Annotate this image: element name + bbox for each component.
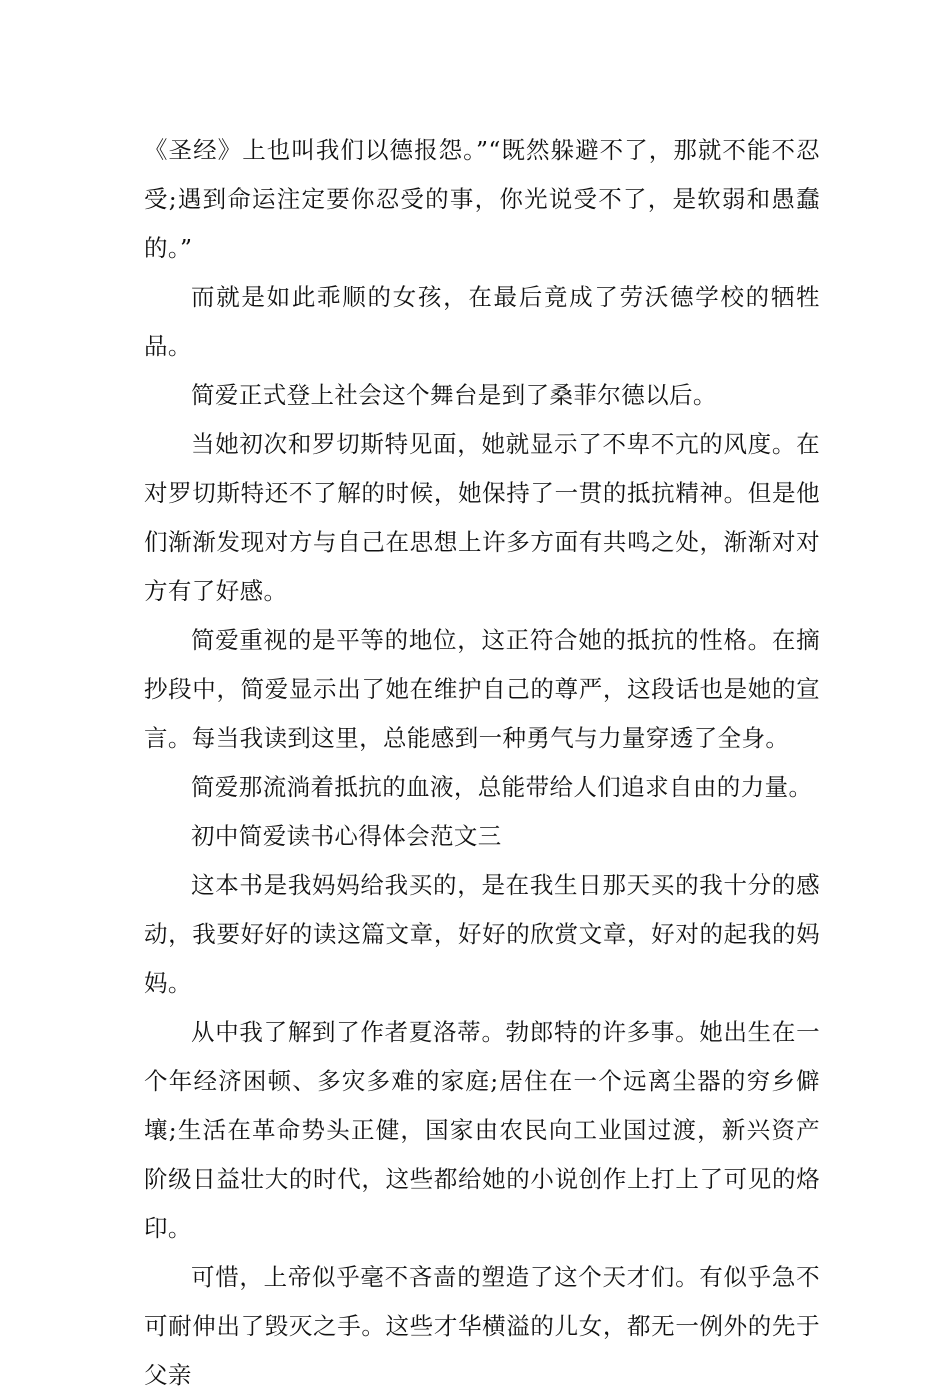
paragraph-7: 这本书是我妈妈给我买的，是在我生日那天买的我十分的感动，我要好好的读这篇文章，好好的欣赏文章，好对的起我的妈妈。: [144, 871, 820, 997]
paragraph-5: 简爱重视的是平等的地位，这正符合她的抵抗的性格。在摘抄段中，简爱显示出了她在维护自己的尊严，这段话也是她的宣言。每当我读到这里，总能感到一种勇气与力量穿透了全身。: [144, 626, 820, 752]
paragraph-9: 可惜，上帝似乎毫不吝啬的塑造了这个天才们。有似乎急不可耐伸出了毁灭之手。这些才华横溢的儿女，都无一例外的先于父亲: [144, 1263, 820, 1389]
section-heading: 初中简爱读书心得体会范文三: [191, 822, 502, 850]
paragraph-1: 《圣经》上也叫我们以德报怨。”“既然躲避不了，那就不能不忍受;遇到命运注定要你忍受的事，你光说受不了，是软弱和愚蠢的。”: [144, 136, 820, 262]
paragraph-6: 简爱那流淌着抵抗的血液，总能带给人们追求自由的力量。: [191, 773, 813, 801]
paragraph-4: 当她初次和罗切斯特见面，她就显示了不卑不亢的风度。在对罗切斯特还不了解的时候，她保持了一贯的抵抗精神。但是他们渐渐发现对方与自己在思想上许多方面有共鸣之处，渐渐对对方有了好感。: [144, 430, 820, 605]
paragraph-3: 简爱正式登上社会这个舞台是到了桑菲尔德以后。: [191, 381, 717, 409]
document-body: [144, 126, 820, 1400]
paragraph-8: 从中我了解到了作者夏洛蒂。勃郎特的许多事。她出生在一个年经济困顿、多灾多难的家庭;居住在一个远离尘器的穷乡僻壤;生活在革命势头正健，国家由农民向工业国过渡，新兴资产阶级日益壮大的时代，这些都给她的小说创作上打上了可见的烙印。: [144, 1018, 820, 1242]
paragraph-2: 而就是如此乖顺的女孩，在最后竟成了劳沃德学校的牺牲品。: [144, 283, 820, 360]
